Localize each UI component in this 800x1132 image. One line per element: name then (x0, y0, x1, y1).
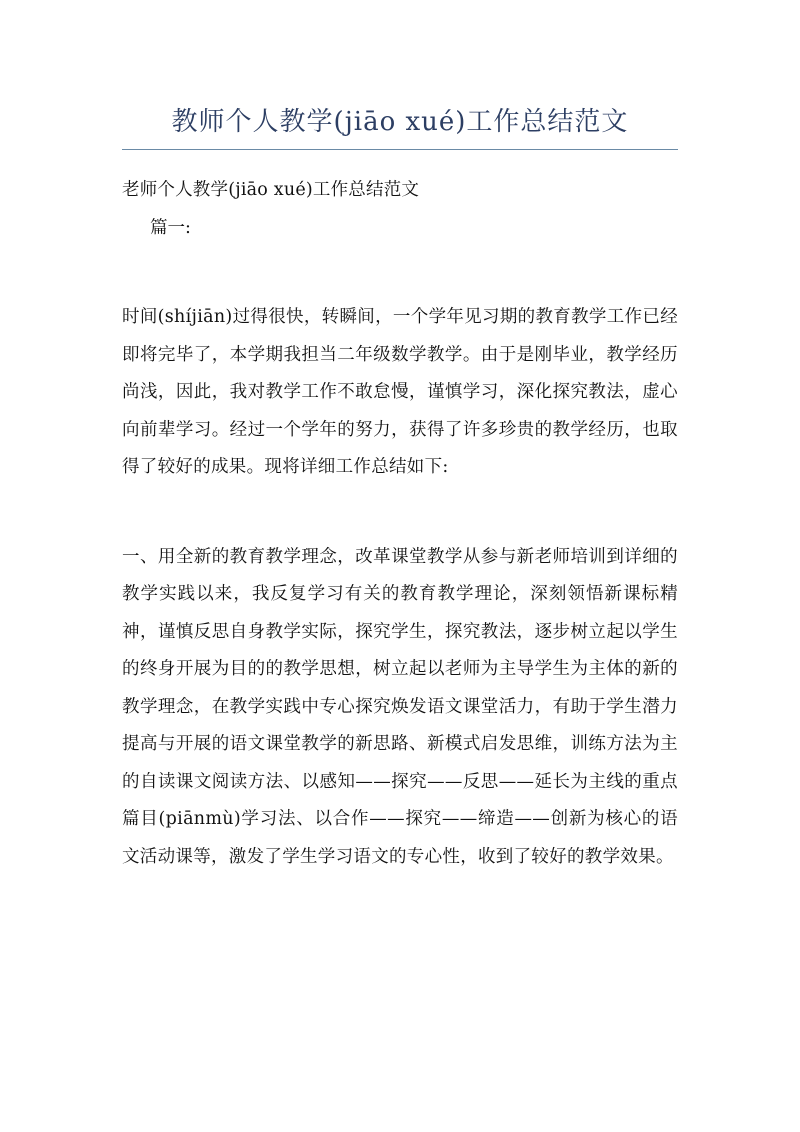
document-title: 教师个人教学(jiāo xué)工作总结范文 (171, 107, 629, 137)
paragraph-2: 一、用全新的教育教学理念，改革课堂教学从参与新老师培训到详细的教学实践以来，我反复学习有关的教育教学理论，深刻领悟新课标精神，谨慎反思自身教学实际，探究学生，探究教法，逐步树立起以学生的终身开展为目的的教学思想，树立起以老师为主导学生为主体的新的教学理念，在教学实践中专心探究焕发语文课堂活力，有助于学生潜力提高与开展的语文课堂教学的新思路、新模式启发思维，训练方法为主的自读课文阅读方法、以感知——探究——反思——延长为主线的重点篇目(piānmù)学习法、以合作——探究——缔造——创新为核心的语文活动课等，激发了学生学习语文的专心性，收到了较好的教学效果。 (122, 546, 678, 867)
section-label: 篇一: (150, 217, 191, 238)
document-subtitle: 老师个人教学(jiāo xué)工作总结范文 (122, 180, 420, 200)
document-body (122, 172, 678, 876)
paragraph-1: 时间(shíjiān)过得很快，转瞬间，一个学年见习期的教育教学工作已经即将完毕了，本学期我担当二年级数学教学。由于是刚毕业，教学经历尚浅，因此，我对教学工作不敢怠慢，谨慎学习，深化探究教法，虚心向前辈学习。经过一个学年的努力，获得了许多珍贵的教学经历，也取得了较好的成果。现将详细工作总结如下: (122, 307, 678, 477)
title-divider (122, 149, 678, 150)
